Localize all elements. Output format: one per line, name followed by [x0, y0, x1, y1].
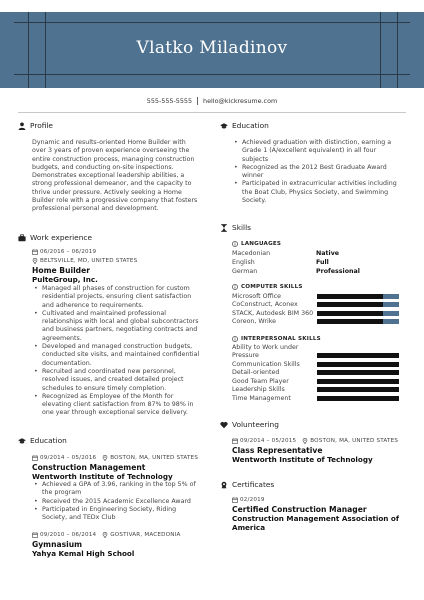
section-title-education: Education	[18, 436, 67, 445]
list-item: • Achieved graduation with distinction, earning a Grade 1 (A/excellent equivalent) in all four subjects	[232, 139, 412, 164]
email-address[interactable]: hello@kickresume.com	[203, 97, 278, 105]
skill-bar-fill	[317, 387, 399, 392]
language-row: German Professional	[232, 268, 360, 275]
list-item: • Achieved a GPA of 3.96, ranking in the top 5% of the program	[32, 481, 222, 498]
section-title-certificates: Certificates	[220, 480, 274, 489]
info-circle-icon	[232, 284, 238, 290]
frame-line	[14, 74, 410, 75]
skill-bar	[317, 396, 399, 401]
contact-line	[0, 97, 424, 105]
interpersonal-skill-row: Good Team Player	[232, 378, 289, 385]
skill-bar-fill	[317, 353, 399, 358]
section-title-profile: Profile	[18, 121, 53, 130]
section-title-work: Work experience	[18, 233, 92, 242]
phone-number: 555-555-5555	[146, 97, 193, 105]
skill-bar-fill	[317, 311, 383, 316]
list-item: • Recognized as Employee of the Month for elevating client satisfaction from 87% to 98% in one year through exceptional service delivery.	[32, 393, 222, 418]
language-row: Macedonian Native	[232, 250, 340, 257]
section-title-skills: Skills	[220, 223, 251, 232]
separator	[197, 97, 198, 105]
skill-bar-fill	[317, 302, 383, 307]
list-item: • Recruited and coordinated new personnel, resolved issues, and created detailed project schedules to ensure timely completion.	[32, 368, 222, 393]
interpersonal-skill-row: Time Management	[232, 395, 291, 402]
list-item: • Participated in extracurricular activities including the Boat Club, Physics Society, and Swimming Society.	[232, 180, 412, 205]
work-bullets	[32, 285, 222, 418]
interpersonal-skill-row: Pressure	[232, 352, 259, 359]
computer-skill-row: Coreon, Wrike	[232, 318, 276, 325]
map-pin-icon	[102, 455, 108, 461]
volunteering-meta: 09/2014 – 05/2015 BOSTON, MA, UNITED STATES	[232, 438, 398, 444]
skill-bar	[317, 311, 399, 316]
person-icon	[18, 122, 30, 130]
skill-group-languages: LANGUAGES	[232, 241, 281, 247]
skill-bar	[317, 319, 399, 324]
graduation-cap-icon	[220, 122, 232, 130]
interpersonal-skill-row: Detail-oriented	[232, 369, 280, 376]
computer-skill-row: Microsoft Office	[232, 293, 282, 300]
skill-bar-fill	[317, 370, 399, 375]
calendar-icon	[32, 455, 38, 461]
info-circle-icon	[232, 336, 238, 342]
education-meta-2: 09/2010 – 06/2014 GOSTIVAR, MACEDONIA	[32, 532, 181, 538]
list-item: • Cultivated and maintained professional relationships with local and global subcontractors and business partners, negotiating contracts and agreements.	[32, 310, 222, 343]
skill-bar	[317, 302, 399, 307]
work-company: PulteGroup, Inc.	[32, 275, 98, 284]
skill-group-interpersonal: INTERPERSONAL SKILLS	[232, 336, 321, 342]
work-role: Home Builder	[32, 266, 91, 275]
certificate-issuer: Construction Management Association of America	[232, 514, 399, 532]
interpersonal-skill-row: Ability to Work under	[232, 344, 299, 351]
skill-group-computer: COMPUTER SKILLS	[232, 284, 303, 290]
skill-bar	[317, 387, 399, 392]
calendar-icon	[32, 249, 38, 255]
map-pin-icon	[102, 532, 108, 538]
education-school-1: Wentworth Institute of Technology	[32, 472, 173, 481]
list-item: • Managed all phases of construction for custom residential projects, ensuring client satisfaction and adherence to requirements.	[32, 285, 222, 310]
skill-bar	[317, 362, 399, 367]
skill-bar-fill	[317, 362, 399, 367]
calendar-icon	[232, 497, 238, 503]
list-item: • Recognized as the 2012 Best Graduate Award winner	[232, 164, 412, 181]
hourglass-icon	[220, 224, 232, 232]
achievement-bullets	[232, 139, 412, 205]
education-bullets-1	[32, 481, 222, 522]
certificate-icon	[220, 481, 232, 489]
skill-bar-fill	[317, 319, 383, 324]
language-row: English Full	[232, 259, 329, 266]
skill-bar	[317, 379, 399, 384]
map-pin-icon	[32, 258, 38, 264]
info-circle-icon	[232, 241, 238, 247]
section-title-volunteering: Volunteering	[220, 420, 279, 429]
interpersonal-skill-row: Leadership Skills	[232, 386, 285, 393]
certificate-name: Certified Construction Manager	[232, 505, 367, 514]
work-meta: 06/2016 – 06/2019	[32, 249, 96, 255]
heart-icon	[220, 421, 232, 429]
calendar-icon	[32, 532, 38, 538]
education-meta-1: 09/2014 – 05/2016 BOSTON, MA, UNITED STATES	[32, 455, 198, 461]
volunteering-org: Wentworth Institute of Technology	[232, 455, 373, 464]
skill-bar-fill	[317, 396, 399, 401]
skill-bar	[317, 370, 399, 375]
skill-bar-fill	[317, 294, 383, 299]
work-location: BELTSVILLE, MD, UNITED STATES	[32, 258, 137, 264]
list-item: • Received the 2015 Academic Excellence Award	[32, 498, 222, 506]
briefcase-icon	[18, 234, 30, 242]
candidate-name: Vlatko Miladinov	[136, 38, 288, 58]
divider	[18, 112, 406, 113]
map-pin-icon	[302, 438, 308, 444]
certificate-meta: 02/2019	[232, 497, 265, 503]
education-degree-2: Gymnasium	[32, 540, 83, 549]
calendar-icon	[232, 438, 238, 444]
education-school-2: Yahya Kemal High School	[32, 549, 135, 558]
profile-text: Dynamic and results-oriented Home Builder with over 3 years of proven experience overseeing the entire construction process, managing construction budgets, and conducting on-site inspections. Demonstrates exceptional leadership abilities, a strong professional demeanor, and the capacity to thrive under pressure. Actively seeking a Home Builder role with a progressive company that fosters professional personal and development.	[32, 139, 198, 213]
education-degree-1: Construction Management	[32, 463, 146, 472]
list-item: • Developed and managed construction budgets, conducted site visits, and maintained confidential documentation.	[32, 343, 222, 368]
section-title-education-continued: Education	[220, 121, 269, 130]
graduation-cap-icon	[18, 437, 30, 445]
interpersonal-skill-row: Communication Skills	[232, 361, 300, 368]
list-item: • Participated in Engineering Society, Riding Society, and TEDx Club	[32, 506, 222, 523]
skill-bar	[317, 353, 399, 358]
volunteering-role: Class Representative	[232, 446, 323, 455]
skill-bar	[317, 294, 399, 299]
computer-skill-row: CoConstruct, Aconex	[232, 301, 298, 308]
computer-skill-row: STACK, Autodesk BIM 360	[232, 310, 314, 317]
frame-line	[14, 22, 410, 23]
skill-bar-fill	[317, 379, 399, 384]
